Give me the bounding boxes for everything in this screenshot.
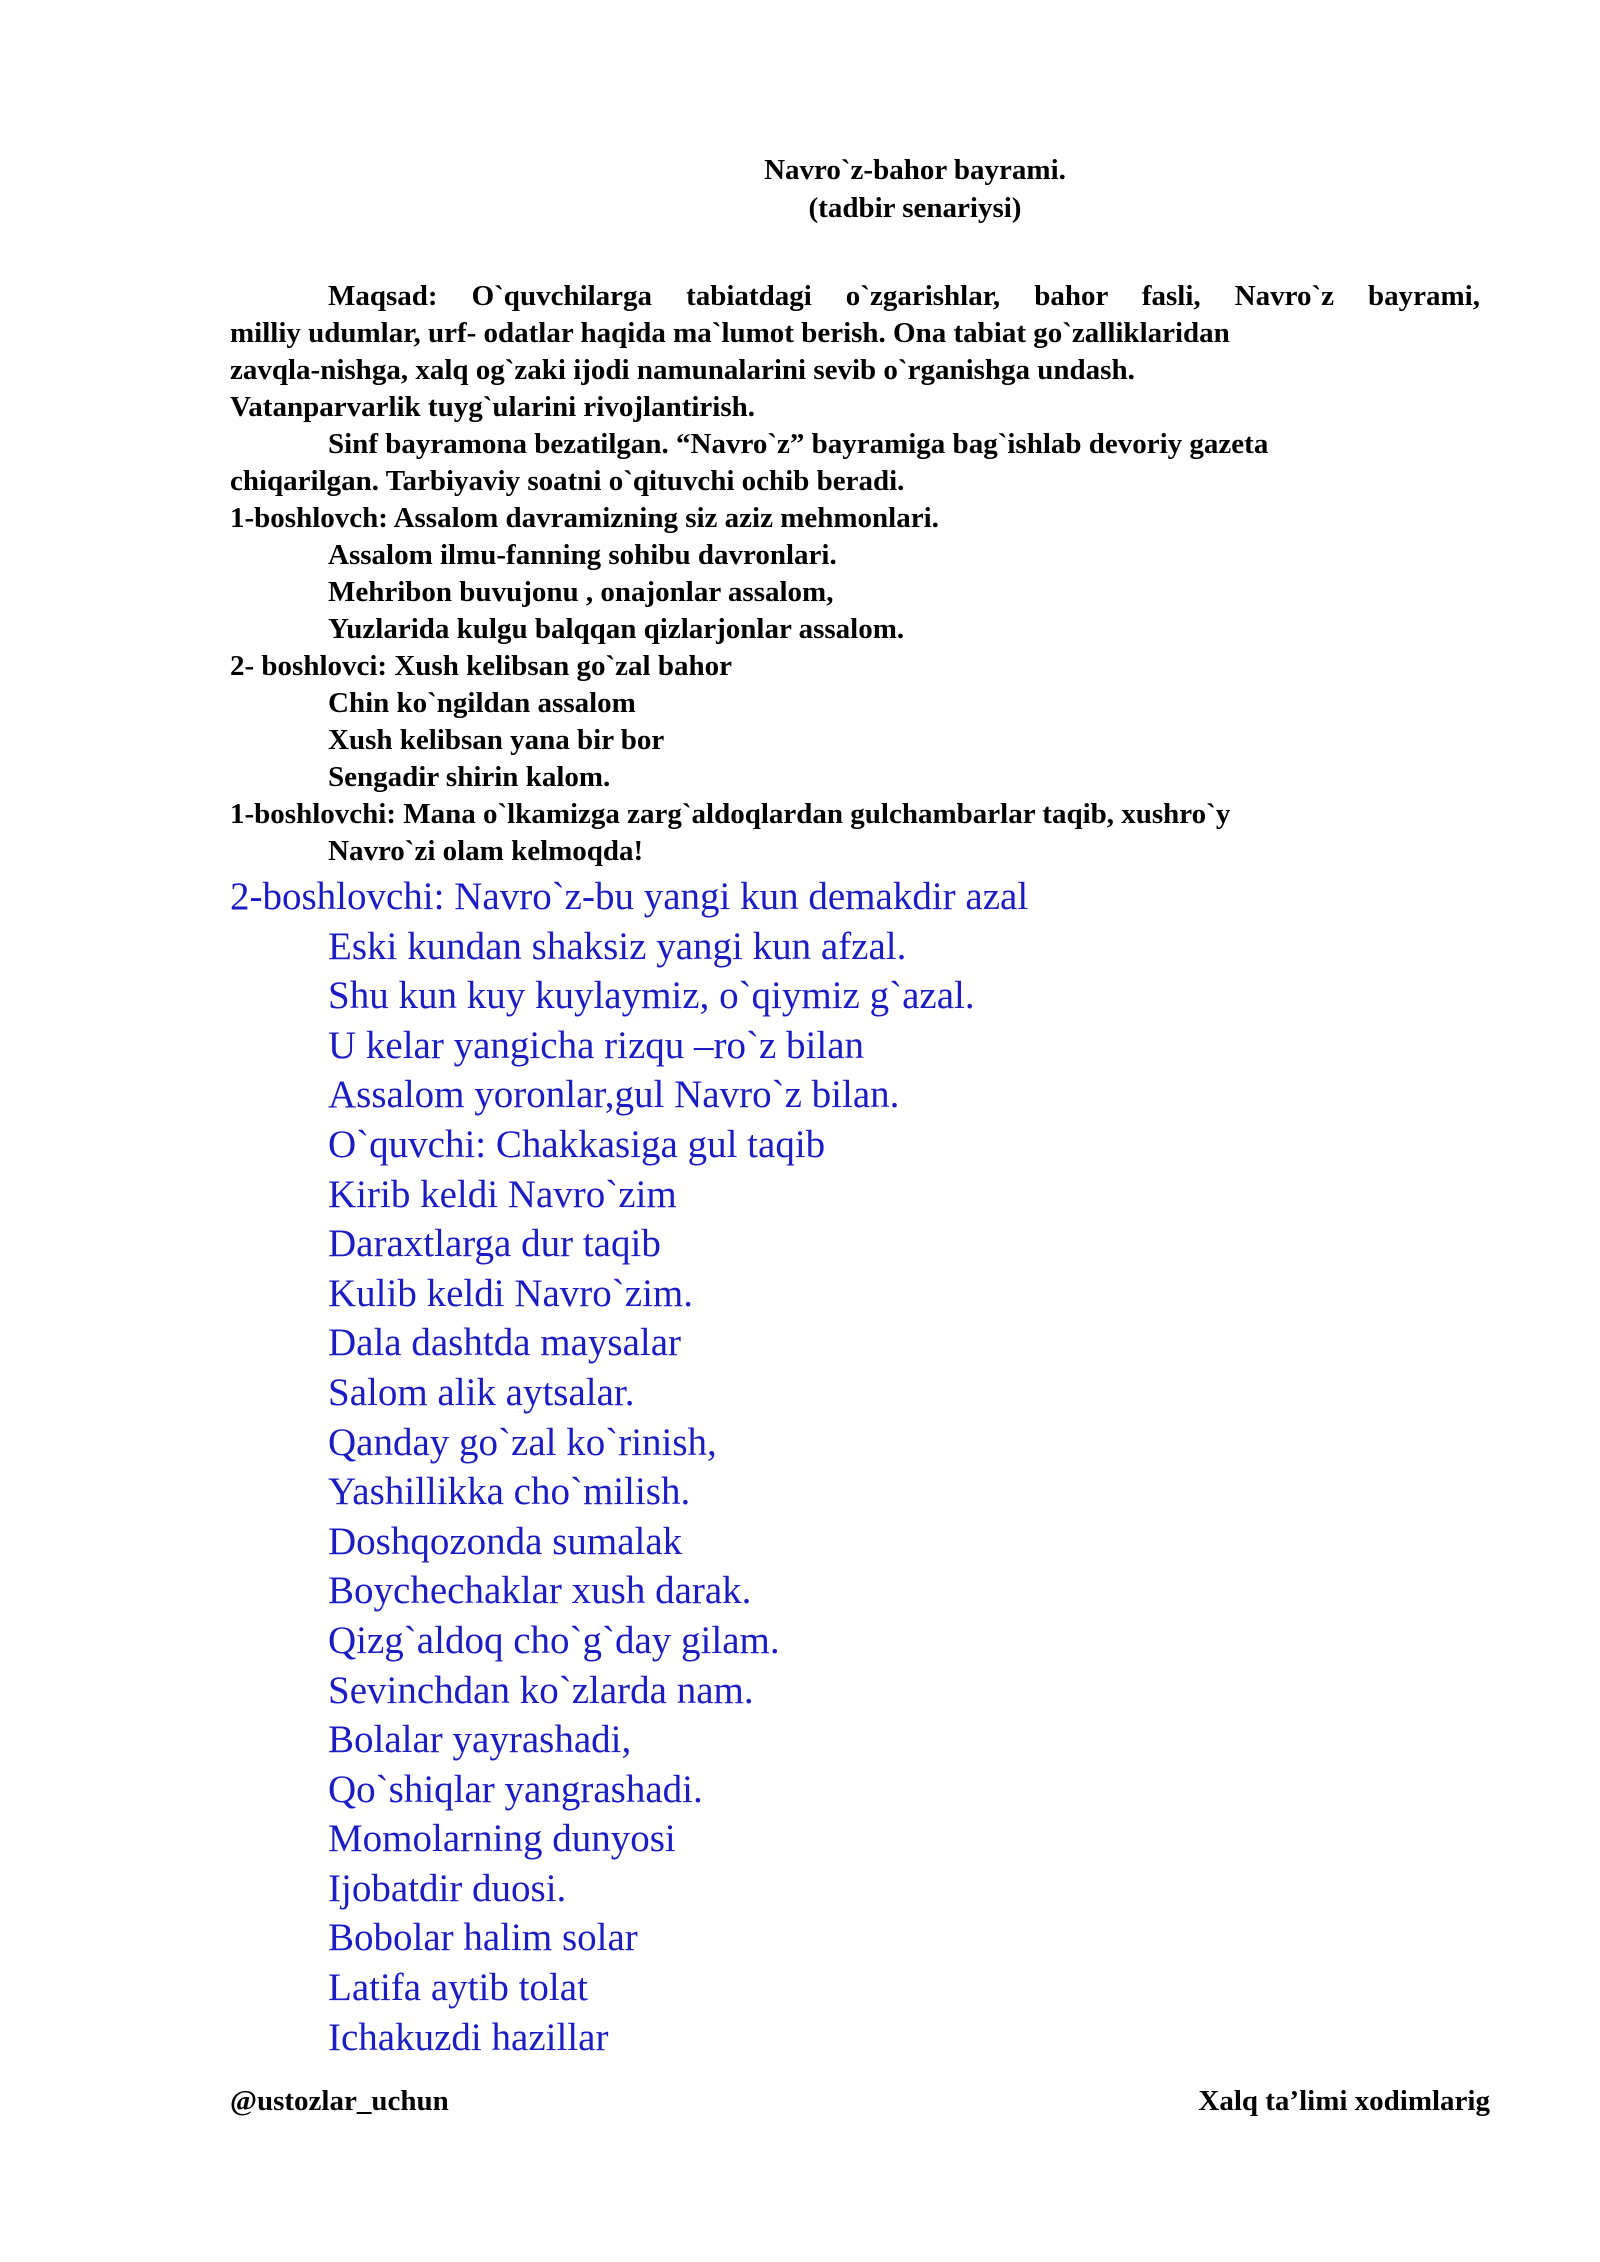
poem-line: Bolalar yayrashadi, <box>328 1718 632 1762</box>
script-line: 1-boshlovchi: Mana o`lkamizga zarg`aldoqlardan gulchambarlar taqib, xushro`y <box>230 798 1231 830</box>
poem-line: Shu kun kuy kuylaymiz, o`qiymiz g`azal. <box>328 974 975 1018</box>
script-line: Navro`zi olam kelmoqda! <box>328 835 644 867</box>
document-subtitle: (tadbir senariysi) <box>808 192 1022 224</box>
poem-line: Kirib keldi Navro`zim <box>328 1172 677 1216</box>
script-line: Xush kelibsan yana bir bor <box>328 724 665 756</box>
script-line: Mehribon buvujonu , onajonlar assalom, <box>328 576 834 608</box>
sinf-line-1: Sinf bayramona bezatilgan. “Navro`z” bayramiga bag`ishlab devoriy gazeta <box>328 428 1269 460</box>
poem-line: Qo`shiqlar yangrashadi. <box>328 1767 703 1811</box>
poem-line: Sevinchdan ko`zlarda nam. <box>328 1668 754 1712</box>
footer-right-text: Xalq ta’limi xodimlarig <box>1198 2085 1490 2117</box>
script-line: Chin ko`ngildan assalom <box>328 687 636 719</box>
poem-line: O`quvchi: Chakkasiga gul taqib <box>328 1122 826 1166</box>
maqsad-line-1: Maqsad: O`quvchilarga tabiatdagi o`zgarishlar, bahor fasli, Navro`z bayrami, <box>328 280 1480 312</box>
poem-line: Bobolar halim solar <box>328 1916 638 1960</box>
sinf-line-2: chiqarilgan. Tarbiyaviy soatni o`qituvchi ochib beradi. <box>230 465 905 497</box>
poem-line: Boychechaklar xush darak. <box>328 1569 752 1613</box>
script-line: 2- boshlovci: Xush kelibsan go`zal bahor <box>230 650 732 682</box>
poem-line: Momolarning dunyosi <box>328 1817 676 1861</box>
poem-line: 2-boshlovchi: Navro`z-bu yangi kun demakdir azal <box>230 875 1029 918</box>
poem-line: Eski kundan shaksiz yangi kun afzal. <box>328 924 907 968</box>
script-line: Yuzlarida kulgu balqqan qizlarjonlar assalom. <box>328 613 905 645</box>
poem-line: Latifa aytib tolat <box>328 1966 588 2010</box>
intro-section <box>230 278 1480 870</box>
poem-line: Doshqozonda sumalak <box>328 1519 683 1563</box>
poem-line: Assalom yoronlar,gul Navro`z bilan. <box>328 1073 900 1117</box>
maqsad-line-3: zavqla-nishga, xalq og`zaki ijodi namunalarini sevib o`rganishga undash. <box>230 354 1135 386</box>
document-title: Navro`z-bahor bayrami. <box>764 154 1066 186</box>
script-line: 1-boshlovch: Assalom davramizning siz aziz mehmonlari. <box>230 502 939 534</box>
maqsad-line-4: Vatanparvarlik tuyg`ularini rivojlantirish. <box>230 391 756 423</box>
poem-line: U kelar yangicha rizqu –ro`z bilan <box>328 1023 865 1067</box>
footer-left-handle: @ustozlar_uchun <box>230 2085 449 2117</box>
poem-line: Yashillikka cho`milish. <box>328 1470 691 1514</box>
poem-line: Daraxtlarga dur taqib <box>328 1222 661 1266</box>
poem-line: Qizg`aldoq cho`g`day gilam. <box>328 1618 780 1662</box>
poem-line: Ichakuzdi hazillar <box>328 2015 609 2059</box>
script-line: Assalom ilmu-fanning sohibu davronlari. <box>328 539 837 571</box>
poem-line: Salom alik aytsalar. <box>328 1370 635 1414</box>
poem-section <box>230 872 1028 2062</box>
poem-line: Qanday go`zal ko`rinish, <box>328 1420 717 1464</box>
poem-line: Kulib keldi Navro`zim. <box>328 1271 693 1315</box>
maqsad-line-2: milliy udumlar, urf- odatlar haqida ma`lumot berish. Ona tabiat go`zalliklaridan <box>230 317 1230 349</box>
script-line: Sengadir shirin kalom. <box>328 761 611 793</box>
poem-line: Dala dashtda maysalar <box>328 1321 682 1365</box>
poem-line: Ijobatdir duosi. <box>328 1866 567 1910</box>
